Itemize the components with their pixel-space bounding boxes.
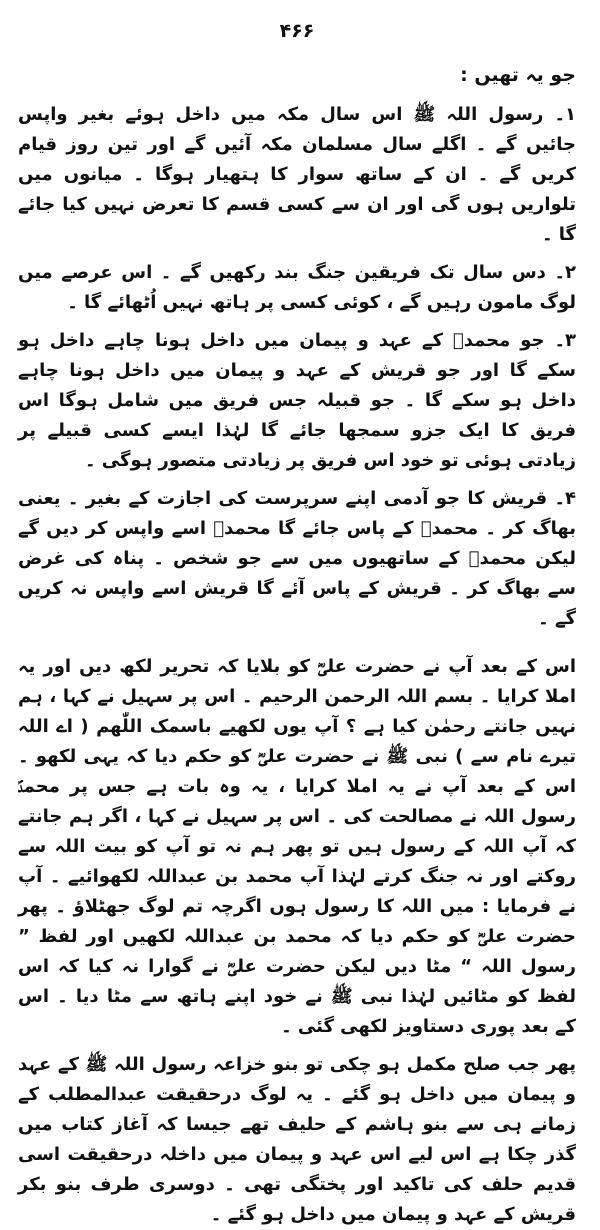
paragraph-clause-4: ۴۔ قریش کا جو آدمی اپنے سرپرست کی اجازت کے بغیر ۔ یعنی بھاگ کر ۔ محمدؐ کے پاس جائے گا محمدؐ اسے واپس کر دیں گے لیکن محمدؐ کے ساتھیوں میں سے جو شخص ۔ پناہ کی غرض سے بھاگ کر ۔ قریش کے پاس آئے گا قریش اسے واپس نہ کریں گے ۔ (18, 488, 576, 629)
page-number: ۴۶۶ (279, 20, 315, 42)
paragraph-treaty-writing: اس کے بعد آپ نے حضرت علیؓ کو بلایا کہ تحریر لکھ دیں اور یہ املا کرایا ۔ بسم اللہ الرحمن الرحیم ۔ اس پر سہیل نے کہا ، ہم نہیں جانتے رحمٰن کیا ہے ؟ آپ یوں لکھیے باسمک اللّٰھم ( اے اللہ تیرے نام سے ) نبی ﷺ نے حضرت علیؓ کو حکم دیا کہ یہی لکھو ۔ اس کے بعد آپ نے یہ املا کرایا ، یہ وہ بات ہے جس پر محمدؐ رسول اللہ نے مصالحت کی ۔ اس پر سہیل نے کہا ، اگر ہم جانتے کہ آپ اللہ کے رسول ہیں تو پھر ہم نہ تو آپ کو بیت اللہ سے روکتے اور نہ جنگ کرتے لہٰذا آپ محمد بن عبداللہ لکھوائیے ۔ آپ نے فرمایا : میں اللہ کا رسول ہوں اگرچہ تم لوگ جھٹلاؤ ۔ پھر حضرت علیؓ کو حکم دیا کہ محمد بن عبداللہ لکھیں اور لفظ ” رسول اللہ “ مٹا دیں لیکن حضرت علیؓ نے گوارا نہ کیا کہ اس لفظ کو مٹائیں لہٰذا نبی ﷺ نے خود اپنے ہاتھ سے مٹا دیا ۔ اس کے بعد پوری دستاویز لکھی گئی ۔ (18, 656, 576, 1037)
paragraph-khuzaa-alliance: پھر جب صلح مکمل ہو چکی تو بنو خزاعہ رسول اللہ ﷺ کے عہد و پیمان میں داخل ہو گئے ۔ یہ لوگ درحقیقت عبدالمطلب کے زمانے ہی سے بنو ہاشم کے حلیف تھے جیسا کہ آغاز کتاب میں گذر چکا ہے اس لیے اس عہد و پیمان میں داخلہ درحقیقت اسی قدیم حلف کی تاکید اور پختگی تھی ۔ دوسری طرف بنو بکر قریش کے عہد و پیمان میں داخل ہو گئے ۔ (18, 1054, 576, 1225)
paragraph-clause-3: ۳۔ جو محمدؐ کے عہد و پیمان میں داخل ہونا چاہے داخل ہو سکے گا اور جو قریش کے عہد و پیمان میں داخل ہونا چاہے داخل ہو سکے گا ۔ جو قبیلہ جس فریق میں شامل ہوگا اس فریق کا ایک جزو سمجھا جائے گا لہٰذا ایسے کسی قبیلے پر زیادتی ہوئی تو خود اس فریق پر زیادتی متصور ہوگی ۔ (18, 330, 576, 471)
paragraph-clause-2: ۲۔ دس سال تک فریقین جنگ بند رکھیں گے ۔ اس عرصے میں لوگ مامون رہیں گے ، کوئی کسی پر ہاتھ نہیں اُٹھائے گا ۔ (18, 262, 576, 313)
paragraph-clause-1: ۱۔ رسول اللہ ﷺ اس سال مکہ میں داخل ہوئے بغیر واپس جائیں گے ۔ اگلے سال مسلمان مکہ آئیں گے اور تین روز قیام کریں گے ۔ ان کے ساتھ سوار کا ہتھیار ہوگا ۔ میانوں میں تلواریں ہوں گی اور ان سے کسی قسم کا تعرض نہیں کیا جائے گا ۔ (18, 104, 576, 245)
section-heading: جو یہ تھیں : (460, 64, 576, 86)
page-content (18, 60, 576, 1230)
